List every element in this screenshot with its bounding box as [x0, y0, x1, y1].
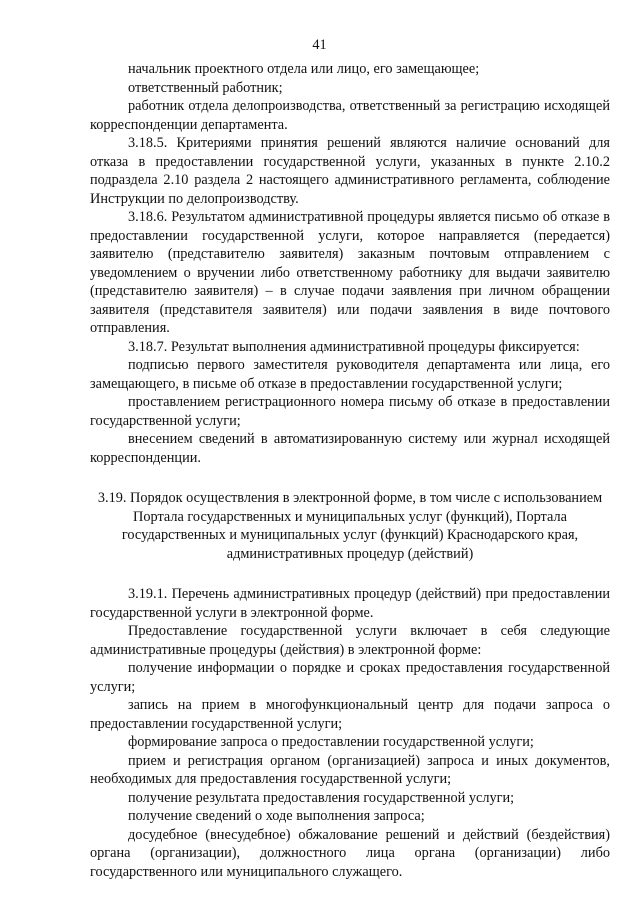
paragraph: внесением сведений в автоматизированную систему или журнал исходящей корреспонденции. — [90, 431, 610, 466]
paragraph: работник отдела делопроизводства, ответственный за регистрацию исходящей корреспонденции департамента. — [90, 98, 610, 133]
paragraph: прием и регистрация органом (организацией) запроса и иных документов, необходимых для предоставления государственной услуги; — [90, 752, 610, 787]
paragraph: получение результата предоставления государственной услуги; — [128, 789, 515, 806]
paragraph: 3.19.1. Перечень административных процедур (действий) при предоставлении государственной услуги в электронной форме. — [90, 586, 610, 621]
paragraph: подписью первого заместителя руководителя департамента или лица, его замещающего, в письме об отказе в предоставлении государственной услуги; — [90, 357, 610, 392]
paragraph: Предоставление государственной услуги включает в себя следующие административные процедуры (действия) в электронной форме: — [90, 623, 610, 658]
paragraph: формирование запроса о предоставлении государственной услуги; — [128, 734, 534, 750]
paragraph: 3.18.7. Результат выполнения административной процедуры фиксируется: — [128, 338, 580, 355]
paragraph: 3.18.6. Результатом административной процедуры является письмо об отказе в предоставлении государственной услуги, которое направляется (передается) заявителю (представителю заявителя) заказным почтовым отправлением с уведомлением о вручении либо ответственному работнику для выдачи заявителю (представителю заявителя) – в случае подачи заявления при личном обращении заявителя (представителя заявителя) или подачи заявления в виде почтового отправления. — [90, 209, 610, 336]
paragraph: 3.18.5. Критериями принятия решений являются наличие оснований для отказа в предоставлении государственной услуги, указанных в пункте 2.10.2 подраздела 2.10 раздела 2 настоящего административного регламента, соблюдение Инструкции по делопроизводству. — [90, 135, 610, 207]
paragraph: запись на прием в многофункциональный центр для подачи запроса о предоставлении государственной услуги; — [90, 697, 610, 732]
paragraph: ответственный работник; — [128, 79, 283, 96]
page-number: 41 — [312, 37, 327, 53]
paragraph: получение сведений о ходе выполнения запроса; — [128, 808, 425, 824]
paragraph: получение информации о порядке и сроках предоставления государственной услуги; — [90, 660, 610, 695]
paragraph: начальник проектного отдела или лицо, его замещающее; — [128, 61, 480, 77]
paragraph: проставлением регистрационного номера письму об отказе в предоставлении государственной услуги; — [90, 394, 610, 429]
section-heading: 3.19. Порядок осуществления в электронной форме, в том числе с использованием Портала государственных и муниципальных услуг (функций), Портала государственных и муниципальных услуг (функций) Краснодарского края, административных процедур (действий) — [97, 490, 603, 562]
document-body — [90, 60, 610, 881]
paragraph: досудебное (внесудебное) обжалование решений и действий (бездействия) органа (организации), должностного лица органа (организации) либо государственного или муниципального служащего. — [90, 826, 610, 880]
